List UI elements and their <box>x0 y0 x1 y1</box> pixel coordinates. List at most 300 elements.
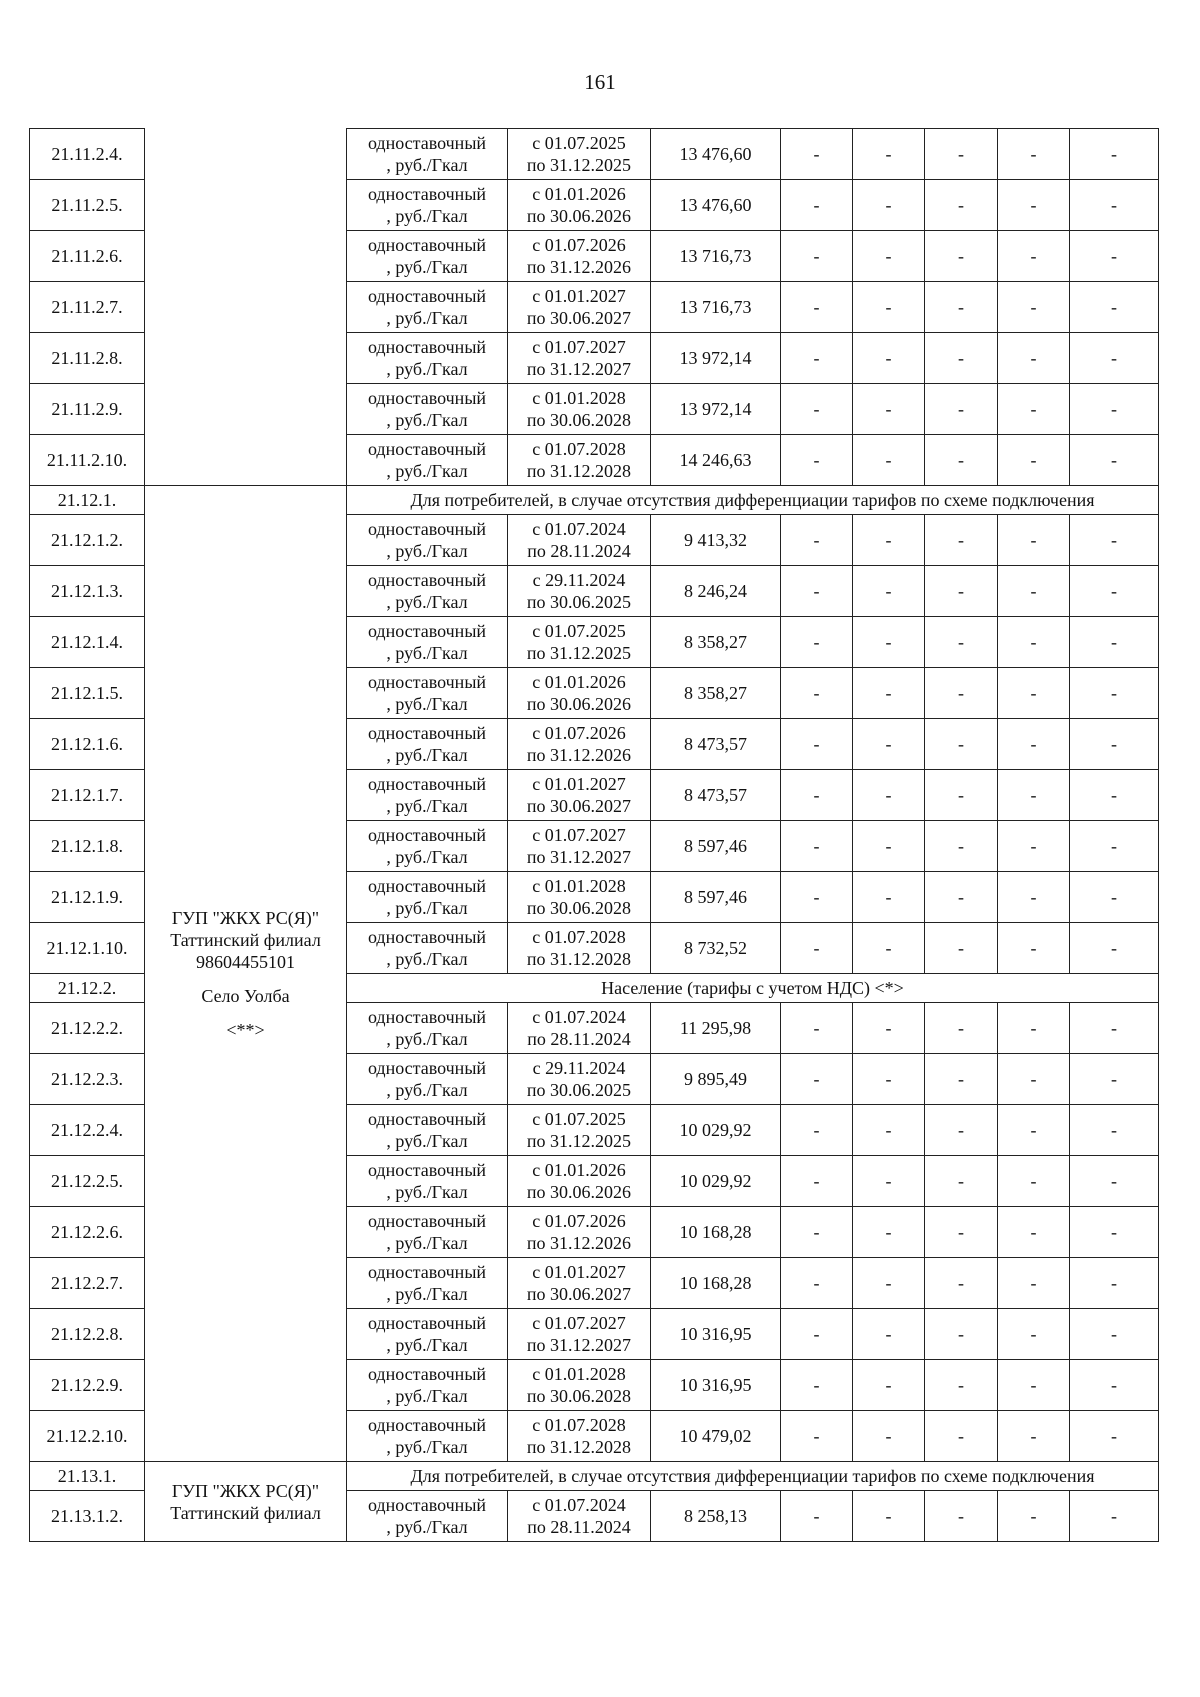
period-text: с 01.01.2027 <box>532 286 626 306</box>
empty-value-dash: - <box>853 1360 925 1411</box>
period-cell <box>508 515 651 566</box>
empty-value-dash: - <box>998 1003 1070 1054</box>
period-text: по 31.12.2026 <box>526 1233 632 1253</box>
tariff-table-body <box>30 129 1159 1542</box>
tariff-type-text: одноставочный <box>367 1211 487 1231</box>
tariff-type-text: одноставочный <box>367 439 487 459</box>
empty-value-dash: - <box>781 1003 853 1054</box>
tariff-value: 10 316,95 <box>651 1360 781 1411</box>
tariff-value: 9 895,49 <box>651 1054 781 1105</box>
empty-value-dash: - <box>925 617 998 668</box>
section-row <box>30 1462 1159 1491</box>
empty-value-dash: - <box>781 129 853 180</box>
tariff-type-text: одноставочный <box>367 184 487 204</box>
tariff-type-cell <box>347 180 508 231</box>
empty-value-dash: - <box>781 1054 853 1105</box>
tariff-type-text: , руб./Гкал <box>386 643 468 663</box>
empty-value-dash: - <box>1070 129 1159 180</box>
empty-value-dash: - <box>1070 719 1159 770</box>
empty-value-dash: - <box>781 515 853 566</box>
tariff-type-cell <box>347 668 508 719</box>
empty-value-dash: - <box>781 1360 853 1411</box>
tariff-type-cell <box>347 1309 508 1360</box>
empty-value-dash: - <box>998 282 1070 333</box>
tariff-value: 13 476,60 <box>651 129 781 180</box>
period-cell <box>508 668 651 719</box>
period-text: по 31.12.2027 <box>526 847 632 867</box>
period-cell <box>508 923 651 974</box>
row-code: 21.13.1.2. <box>30 1491 145 1542</box>
period-text: с 01.07.2024 <box>532 1495 626 1515</box>
empty-value-dash: - <box>781 923 853 974</box>
tariff-type-text: , руб./Гкал <box>386 1284 468 1304</box>
tariff-value: 13 476,60 <box>651 180 781 231</box>
empty-value-dash: - <box>998 384 1070 435</box>
empty-value-dash: - <box>853 435 925 486</box>
empty-value-dash: - <box>1070 1054 1159 1105</box>
period-text: с 01.07.2024 <box>532 1007 626 1027</box>
tariff-value: 8 473,57 <box>651 770 781 821</box>
tariff-value: 13 716,73 <box>651 231 781 282</box>
period-cell <box>508 1360 651 1411</box>
empty-value-dash: - <box>1070 180 1159 231</box>
tariff-type-text: , руб./Гкал <box>386 898 468 918</box>
tariff-type-text: , руб./Гкал <box>386 1437 468 1457</box>
empty-value-dash: - <box>781 1411 853 1462</box>
tariff-type-cell <box>347 1003 508 1054</box>
period-text: с 01.01.2026 <box>532 184 626 204</box>
empty-value-dash: - <box>925 231 998 282</box>
tariff-type-text: одноставочный <box>367 1058 487 1078</box>
period-text: с 01.07.2025 <box>532 1109 626 1129</box>
empty-value-dash: - <box>1070 821 1159 872</box>
empty-value-dash: - <box>853 617 925 668</box>
tariff-type-cell <box>347 566 508 617</box>
row-code: 21.11.2.4. <box>30 129 145 180</box>
period-text: по 28.11.2024 <box>527 1517 631 1537</box>
tariff-type-text: , руб./Гкал <box>386 1029 468 1049</box>
empty-value-dash: - <box>781 282 853 333</box>
tariff-type-text: , руб./Гкал <box>386 949 468 969</box>
tariff-value: 13 972,14 <box>651 333 781 384</box>
period-text: с 01.01.2026 <box>532 672 626 692</box>
tariff-type-cell <box>347 872 508 923</box>
tariff-type-text: одноставочный <box>367 1495 487 1515</box>
period-text: с 29.11.2024 <box>532 570 626 590</box>
row-code: 21.12.1.2. <box>30 515 145 566</box>
period-cell <box>508 1309 651 1360</box>
period-text: по 30.06.2026 <box>526 206 632 226</box>
tariff-type-text: , руб./Гкал <box>386 847 468 867</box>
empty-value-dash: - <box>998 1258 1070 1309</box>
tariff-type-text: , руб./Гкал <box>386 1131 468 1151</box>
period-text: по 31.12.2025 <box>526 1131 632 1151</box>
period-cell <box>508 129 651 180</box>
empty-value-dash: - <box>853 231 925 282</box>
period-text: по 30.06.2028 <box>526 898 632 918</box>
empty-value-dash: - <box>925 282 998 333</box>
empty-value-dash: - <box>925 333 998 384</box>
empty-value-dash: - <box>925 180 998 231</box>
empty-value-dash: - <box>781 872 853 923</box>
tariff-type-text: , руб./Гкал <box>386 1517 468 1537</box>
empty-value-dash: - <box>781 668 853 719</box>
tariff-type-text: одноставочный <box>367 286 487 306</box>
period-cell <box>508 384 651 435</box>
period-text: по 31.12.2028 <box>526 1437 632 1457</box>
tariff-type-text: одноставочный <box>367 1160 487 1180</box>
empty-value-dash: - <box>853 719 925 770</box>
period-text: с 01.01.2027 <box>532 1262 626 1282</box>
empty-value-dash: - <box>853 515 925 566</box>
tariff-type-cell <box>347 384 508 435</box>
empty-value-dash: - <box>1070 617 1159 668</box>
empty-value-dash: - <box>998 821 1070 872</box>
empty-value-dash: - <box>1070 1003 1159 1054</box>
empty-value-dash: - <box>781 1105 853 1156</box>
tariff-type-text: одноставочный <box>367 672 487 692</box>
empty-value-dash: - <box>1070 1309 1159 1360</box>
empty-value-dash: - <box>853 923 925 974</box>
tariff-type-text: , руб./Гкал <box>386 541 468 561</box>
tariff-value: 8 597,46 <box>651 821 781 872</box>
empty-value-dash: - <box>998 333 1070 384</box>
page-number: 161 <box>584 70 616 94</box>
period-text: с 01.07.2026 <box>532 1211 626 1231</box>
empty-value-dash: - <box>998 719 1070 770</box>
period-text: по 28.11.2024 <box>527 541 631 561</box>
empty-value-dash: - <box>781 333 853 384</box>
empty-value-dash: - <box>781 719 853 770</box>
empty-value-dash: - <box>1070 435 1159 486</box>
organization-text: Таттинский филиал <box>170 929 321 950</box>
empty-value-dash: - <box>1070 1411 1159 1462</box>
empty-value-dash: - <box>925 1105 998 1156</box>
tariff-type-text: одноставочный <box>367 1262 487 1282</box>
tariff-value: 13 972,14 <box>651 384 781 435</box>
empty-value-dash: - <box>853 1156 925 1207</box>
tariff-type-text: , руб./Гкал <box>386 461 468 481</box>
empty-value-dash: - <box>925 1003 998 1054</box>
empty-value-dash: - <box>1070 770 1159 821</box>
empty-value-dash: - <box>998 1105 1070 1156</box>
empty-value-dash: - <box>1070 231 1159 282</box>
period-text: с 01.07.2025 <box>532 621 626 641</box>
empty-value-dash: - <box>925 668 998 719</box>
tariff-type-text: одноставочный <box>367 927 487 947</box>
empty-value-dash: - <box>925 515 998 566</box>
period-text: по 31.12.2025 <box>526 155 632 175</box>
empty-value-dash: - <box>853 282 925 333</box>
empty-value-dash: - <box>998 515 1070 566</box>
row-code: 21.12.1.8. <box>30 821 145 872</box>
tariff-type-text: одноставочный <box>367 825 487 845</box>
tariff-value: 8 246,24 <box>651 566 781 617</box>
period-cell <box>508 180 651 231</box>
tariff-type-text: одноставочный <box>367 519 487 539</box>
period-text: с 01.01.2027 <box>532 774 626 794</box>
tariff-value: 13 716,73 <box>651 282 781 333</box>
tariff-type-cell <box>347 1258 508 1309</box>
organization-text: Таттинский филиал <box>170 1502 321 1523</box>
empty-value-dash: - <box>925 1156 998 1207</box>
empty-value-dash: - <box>1070 668 1159 719</box>
empty-value-dash: - <box>925 872 998 923</box>
period-cell <box>508 719 651 770</box>
empty-value-dash: - <box>998 1156 1070 1207</box>
period-cell <box>508 1054 651 1105</box>
period-text: по 31.12.2028 <box>526 461 632 481</box>
tariff-value: 10 316,95 <box>651 1309 781 1360</box>
organization-text: ГУП "ЖКХ РС(Я)" <box>171 907 320 928</box>
empty-value-dash: - <box>1070 1105 1159 1156</box>
row-code: 21.12.2.2. <box>30 1003 145 1054</box>
empty-value-dash: - <box>781 384 853 435</box>
empty-value-dash: - <box>998 1054 1070 1105</box>
section-code: 21.12.1. <box>30 486 145 515</box>
tariff-type-text: , руб./Гкал <box>386 694 468 714</box>
row-code: 21.12.1.3. <box>30 566 145 617</box>
period-text: с 01.07.2028 <box>532 1415 626 1435</box>
period-text: с 01.07.2026 <box>532 235 626 255</box>
empty-value-dash: - <box>998 1411 1070 1462</box>
period-text: с 01.01.2028 <box>532 388 626 408</box>
tariff-type-text: , руб./Гкал <box>386 796 468 816</box>
row-code: 21.11.2.8. <box>30 333 145 384</box>
row-code: 21.11.2.6. <box>30 231 145 282</box>
row-code: 21.12.2.9. <box>30 1360 145 1411</box>
empty-value-dash: - <box>998 435 1070 486</box>
row-code: 21.12.2.8. <box>30 1309 145 1360</box>
period-cell <box>508 566 651 617</box>
tariff-type-cell <box>347 1156 508 1207</box>
period-cell <box>508 1491 651 1542</box>
row-code: 21.12.1.10. <box>30 923 145 974</box>
empty-value-dash: - <box>998 231 1070 282</box>
empty-value-dash: - <box>925 1360 998 1411</box>
empty-value-dash: - <box>998 180 1070 231</box>
empty-value-dash: - <box>781 617 853 668</box>
empty-value-dash: - <box>853 821 925 872</box>
row-code: 21.12.2.6. <box>30 1207 145 1258</box>
period-text: по 30.06.2025 <box>526 1080 632 1100</box>
tariff-type-text: , руб./Гкал <box>386 206 468 226</box>
empty-value-dash: - <box>925 1258 998 1309</box>
period-text: по 30.06.2027 <box>526 308 632 328</box>
empty-value-dash: - <box>781 1309 853 1360</box>
empty-value-dash: - <box>998 770 1070 821</box>
empty-value-dash: - <box>781 566 853 617</box>
tariff-type-text: , руб./Гкал <box>386 359 468 379</box>
period-cell <box>508 1258 651 1309</box>
tariff-type-text: , руб./Гкал <box>386 410 468 430</box>
section-heading: Для потребителей, в случае отсутствия дифференциации тарифов по схеме подключения <box>347 486 1159 515</box>
section-code: 21.12.2. <box>30 974 145 1003</box>
tariff-type-text: одноставочный <box>367 876 487 896</box>
empty-value-dash: - <box>998 129 1070 180</box>
tariff-type-text: , руб./Гкал <box>386 155 468 175</box>
empty-value-dash: - <box>925 566 998 617</box>
period-cell <box>508 872 651 923</box>
empty-value-dash: - <box>853 1309 925 1360</box>
section-heading: Для потребителей, в случае отсутствия дифференциации тарифов по схеме подключения <box>347 1462 1159 1491</box>
tariff-type-text: , руб./Гкал <box>386 308 468 328</box>
empty-value-dash: - <box>925 821 998 872</box>
period-text: с 01.07.2024 <box>532 519 626 539</box>
period-text: с 01.07.2026 <box>532 723 626 743</box>
tariff-type-cell <box>347 333 508 384</box>
tariff-type-text: одноставочный <box>367 1313 487 1333</box>
empty-value-dash: - <box>781 231 853 282</box>
row-code: 21.12.2.4. <box>30 1105 145 1156</box>
tariff-type-text: , руб./Гкал <box>386 1233 468 1253</box>
period-text: с 01.01.2026 <box>532 1160 626 1180</box>
empty-value-dash: - <box>853 333 925 384</box>
period-text: с 01.07.2027 <box>532 825 626 845</box>
empty-value-dash: - <box>998 668 1070 719</box>
tariff-type-text: одноставочный <box>367 621 487 641</box>
period-cell <box>508 435 651 486</box>
empty-value-dash: - <box>781 1491 853 1542</box>
period-cell <box>508 1156 651 1207</box>
tariff-value: 9 413,32 <box>651 515 781 566</box>
empty-value-dash: - <box>781 435 853 486</box>
tariff-type-text: одноставочный <box>367 1007 487 1027</box>
tariff-table <box>29 128 1159 1542</box>
tariff-type-cell <box>347 923 508 974</box>
tariff-value: 10 029,92 <box>651 1156 781 1207</box>
organization-text: <**> <box>226 1019 265 1040</box>
tariff-value: 14 246,63 <box>651 435 781 486</box>
section-code: 21.13.1. <box>30 1462 145 1491</box>
empty-value-dash: - <box>998 923 1070 974</box>
tariff-value: 8 358,27 <box>651 668 781 719</box>
tariff-type-cell <box>347 1105 508 1156</box>
empty-value-dash: - <box>925 923 998 974</box>
empty-value-dash: - <box>925 719 998 770</box>
empty-value-dash: - <box>781 821 853 872</box>
period-text: с 01.07.2027 <box>532 337 626 357</box>
tariff-type-text: , руб./Гкал <box>386 1386 468 1406</box>
empty-value-dash: - <box>781 180 853 231</box>
period-text: по 30.06.2026 <box>526 694 632 714</box>
row-code: 21.12.1.5. <box>30 668 145 719</box>
tariff-type-text: одноставочный <box>367 1364 487 1384</box>
period-text: с 01.07.2028 <box>532 927 626 947</box>
tariff-value: 10 029,92 <box>651 1105 781 1156</box>
empty-value-dash: - <box>998 1207 1070 1258</box>
section-heading: Население (тарифы с учетом НДС) <*> <box>347 974 1159 1003</box>
period-cell <box>508 282 651 333</box>
empty-value-dash: - <box>853 1105 925 1156</box>
empty-value-dash: - <box>853 129 925 180</box>
row-code: 21.11.2.10. <box>30 435 145 486</box>
empty-value-dash: - <box>1070 1258 1159 1309</box>
organization-text: 98604455101 <box>196 951 295 972</box>
empty-value-dash: - <box>1070 1207 1159 1258</box>
empty-value-dash: - <box>853 384 925 435</box>
tariff-value: 10 479,02 <box>651 1411 781 1462</box>
period-text: с 01.07.2025 <box>532 133 626 153</box>
row-code: 21.12.1.4. <box>30 617 145 668</box>
row-code: 21.11.2.9. <box>30 384 145 435</box>
tariff-value: 10 168,28 <box>651 1207 781 1258</box>
period-cell <box>508 770 651 821</box>
empty-value-dash: - <box>1070 515 1159 566</box>
period-cell <box>508 1207 651 1258</box>
tariff-type-text: одноставочный <box>367 774 487 794</box>
row-code: 21.12.1.7. <box>30 770 145 821</box>
empty-value-dash: - <box>853 1491 925 1542</box>
organization-block <box>145 1480 346 1524</box>
organization-block <box>145 907 346 1041</box>
tariff-type-cell <box>347 821 508 872</box>
tariff-type-cell <box>347 719 508 770</box>
tariff-type-text: одноставочный <box>367 388 487 408</box>
period-cell <box>508 333 651 384</box>
organization-cell <box>145 129 347 486</box>
tariff-type-text: , руб./Гкал <box>386 1182 468 1202</box>
tariff-value: 8 358,27 <box>651 617 781 668</box>
tariff-type-text: одноставочный <box>367 1415 487 1435</box>
tariff-type-text: одноставочный <box>367 235 487 255</box>
period-text: с 01.01.2028 <box>532 1364 626 1384</box>
empty-value-dash: - <box>998 1309 1070 1360</box>
period-text: по 30.06.2027 <box>526 796 632 816</box>
empty-value-dash: - <box>998 617 1070 668</box>
organization-text: Село Уолба <box>201 985 290 1006</box>
period-text: по 30.06.2028 <box>526 1386 632 1406</box>
row-code: 21.12.1.6. <box>30 719 145 770</box>
empty-value-dash: - <box>853 1003 925 1054</box>
organization-cell <box>145 1462 347 1542</box>
period-text: с 01.07.2028 <box>532 439 626 459</box>
empty-value-dash: - <box>925 1054 998 1105</box>
tariff-type-cell <box>347 1054 508 1105</box>
period-text: с 01.01.2028 <box>532 876 626 896</box>
tariff-value: 8 473,57 <box>651 719 781 770</box>
table-row <box>30 129 1159 180</box>
empty-value-dash: - <box>1070 923 1159 974</box>
empty-value-dash: - <box>998 872 1070 923</box>
empty-value-dash: - <box>1070 1360 1159 1411</box>
empty-value-dash: - <box>998 1491 1070 1542</box>
tariff-value: 10 168,28 <box>651 1258 781 1309</box>
empty-value-dash: - <box>925 384 998 435</box>
tariff-type-text: , руб./Гкал <box>386 1335 468 1355</box>
empty-value-dash: - <box>1070 333 1159 384</box>
empty-value-dash: - <box>925 129 998 180</box>
period-text: по 31.12.2026 <box>526 745 632 765</box>
row-code: 21.12.2.5. <box>30 1156 145 1207</box>
tariff-type-cell <box>347 1491 508 1542</box>
tariff-type-text: , руб./Гкал <box>386 1080 468 1100</box>
period-text: по 28.11.2024 <box>527 1029 631 1049</box>
empty-value-dash: - <box>925 435 998 486</box>
row-code: 21.12.1.9. <box>30 872 145 923</box>
tariff-type-cell <box>347 617 508 668</box>
tariff-type-cell <box>347 515 508 566</box>
empty-value-dash: - <box>925 770 998 821</box>
tariff-value: 8 732,52 <box>651 923 781 974</box>
period-cell <box>508 821 651 872</box>
empty-value-dash: - <box>853 180 925 231</box>
empty-value-dash: - <box>998 566 1070 617</box>
tariff-type-text: одноставочный <box>367 570 487 590</box>
empty-value-dash: - <box>853 566 925 617</box>
row-code: 21.12.2.7. <box>30 1258 145 1309</box>
row-code: 21.12.2.10. <box>30 1411 145 1462</box>
